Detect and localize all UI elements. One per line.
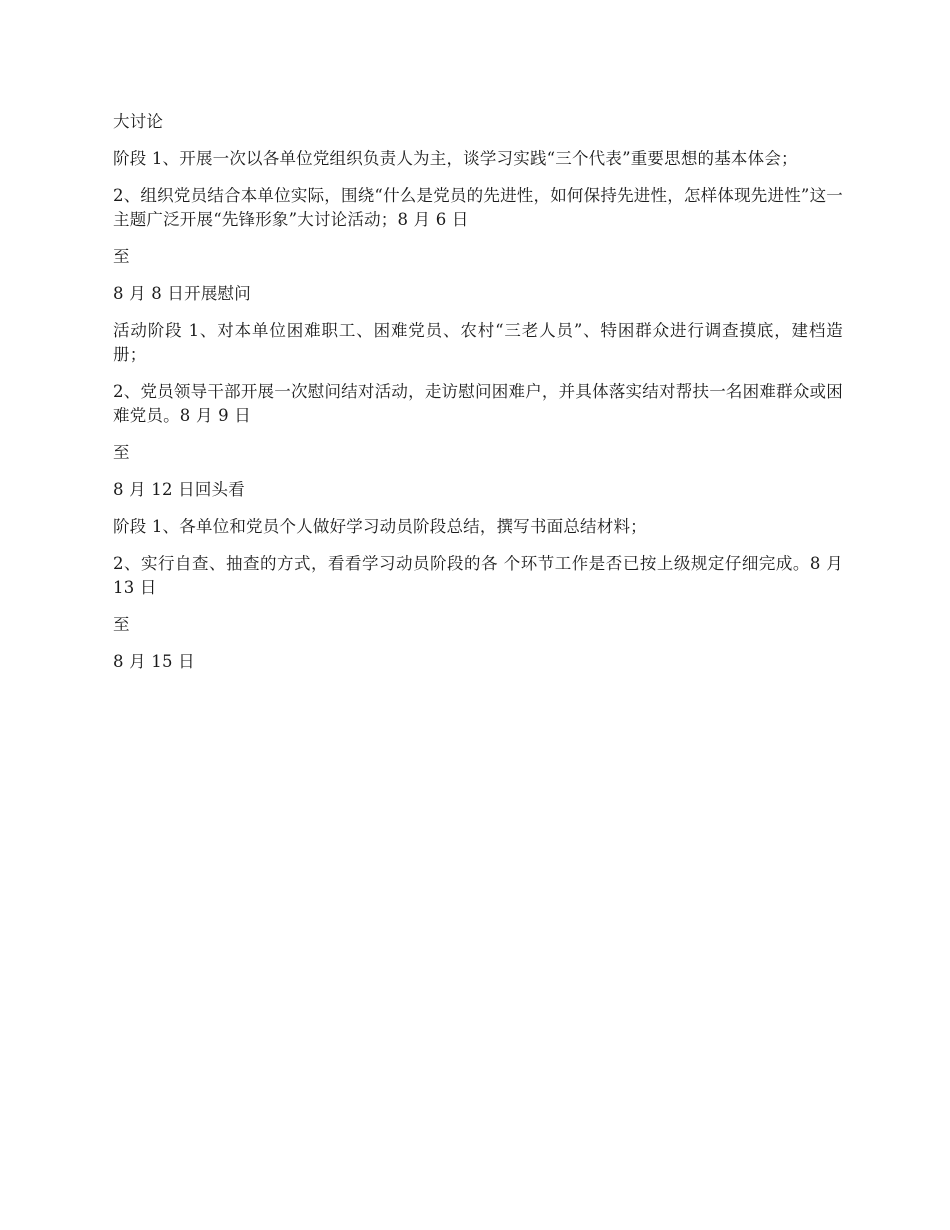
paragraph-stage-review-item-2: 2、实行自查、抽查的方式，看看学习动员阶段的各 个环节工作是否已按上级规定仔细完成。8 月 13 日 — [113, 554, 843, 597]
paragraph-to-2: 至 — [113, 443, 130, 462]
document-body — [113, 110, 843, 687]
paragraph-heading-discussion: 大讨论 — [113, 112, 164, 131]
paragraph-stage-visit: 活动阶段 1、对本单位困难职工、困难党员、农村“三老人员”、特困群众进行调查摸底，建档造册； — [113, 321, 843, 364]
paragraph-date-review: 8 月 12 日回头看 — [113, 480, 245, 499]
paragraph-stage-review: 阶段 1、各单位和党员个人做好学习动员阶段总结，撰写书面总结材料； — [113, 517, 647, 536]
paragraph-stage-visit-item-2: 2、党员领导干部开展一次慰问结对活动，走访慰问困难户，并具体落实结对帮扶一名困难群众或困难党员。8 月 9 日 — [113, 382, 843, 425]
paragraph-to-3: 至 — [113, 615, 130, 634]
paragraph-to-1: 至 — [113, 247, 130, 266]
paragraph-date-end: 8 月 15 日 — [113, 652, 195, 671]
paragraph-stage-1-item-2: 2、组织党员结合本单位实际，围绕“什么是党员的先进性，如何保持先进性，怎样体现先进性”这一主题广泛开展“先锋形象”大讨论活动；8 月 6 日 — [113, 186, 843, 229]
paragraph-date-visit: 8 月 8 日开展慰问 — [113, 284, 251, 303]
paragraph-stage-1: 阶段 1、开展一次以各单位党组织负责人为主，谈学习实践“三个代表”重要思想的基本体会； — [113, 149, 798, 168]
